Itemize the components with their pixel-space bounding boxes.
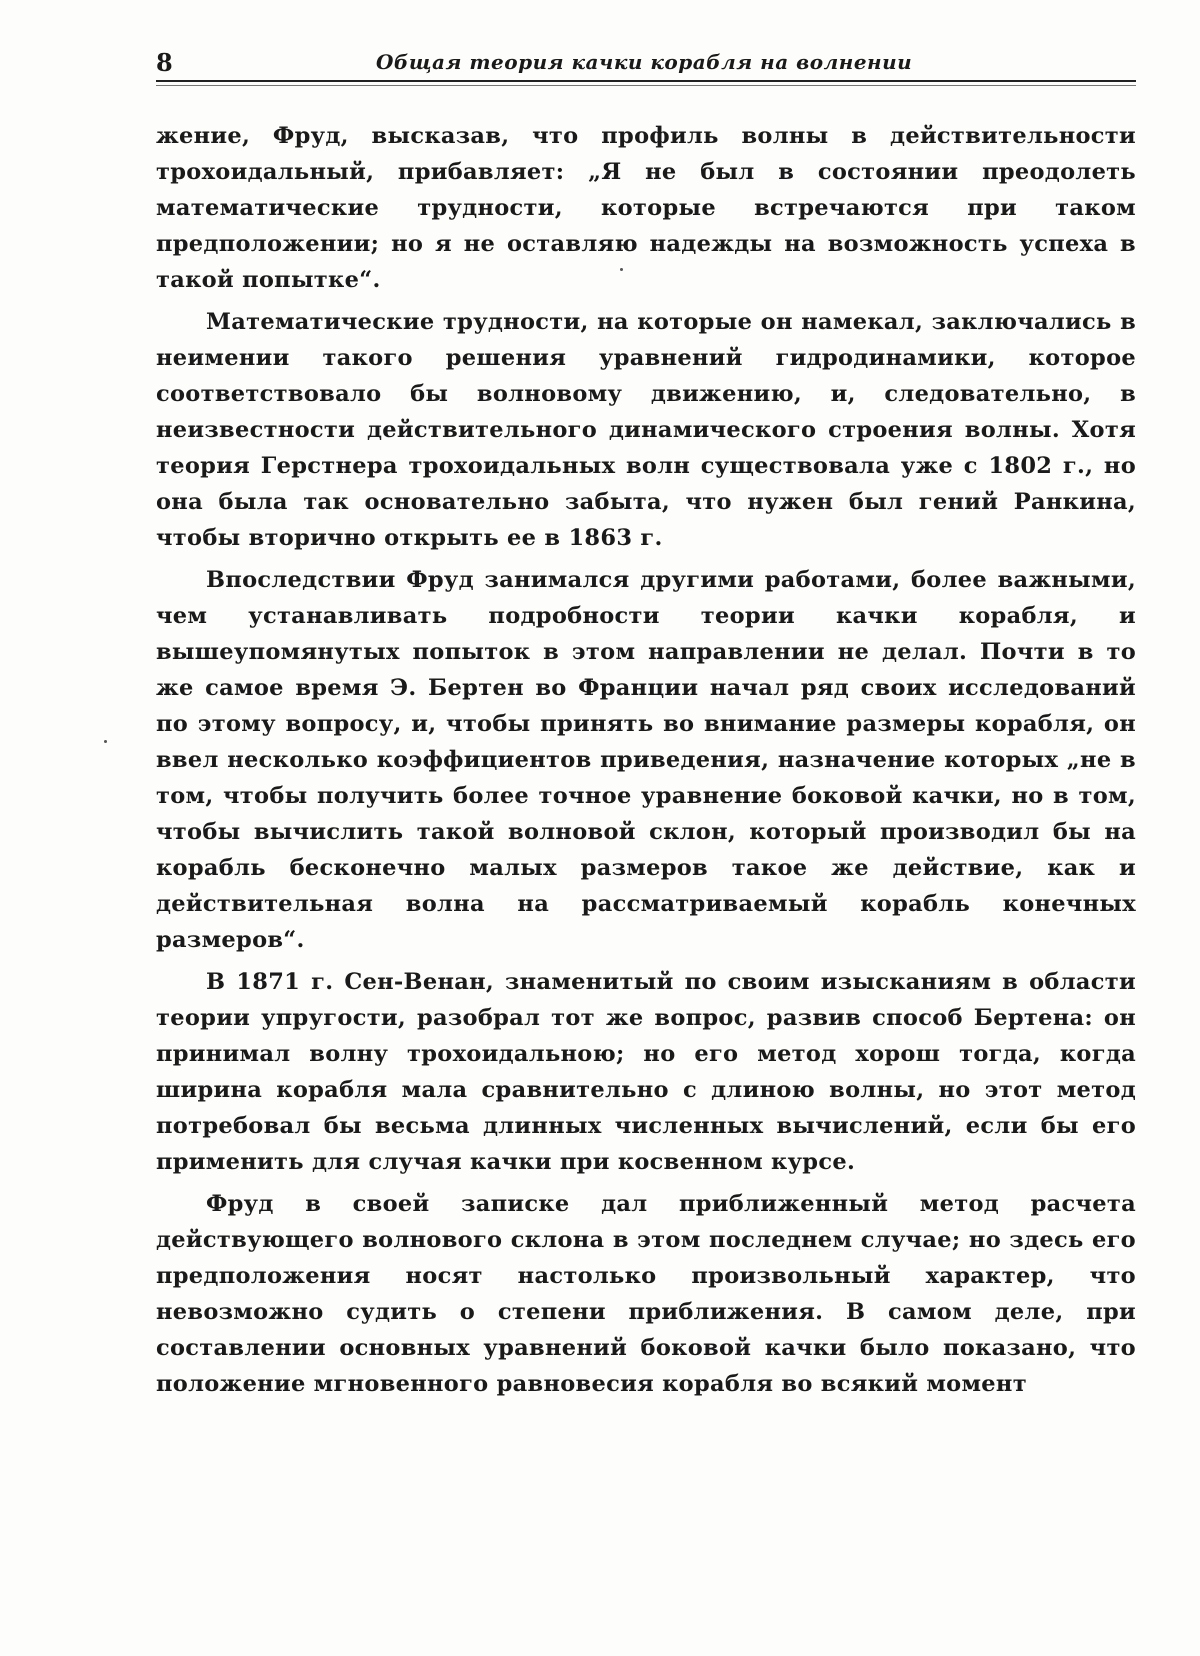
body-text	[156, 118, 1136, 1408]
paragraph: Фруд в своей записке дал приближенный метод расчета действующего волнового склона в этом последнем случае; но здесь его предположения носят настолько произвольный характер, что невозможно судить о степени приближения. В самом деле, при составлении основных уравнений боковой качки было показано, что положение мгновенного равновесия корабля во всякий момент	[156, 1191, 1136, 1397]
paragraph: В 1871 г. Сен-Венан, знаменитый по своим изысканиям в области теории упругости, разобрал тот же вопрос, развив способ Бертена: он принимал волну трохоидальною; но его метод хорош тогда, когда ширина корабля мала сравнительно с длиною волны, но этот метод потребовал бы весьма длинных численных вычислений, если бы его применить для случая качки при косвенном курсе.	[156, 969, 1136, 1175]
scan-speck	[104, 740, 107, 743]
running-header	[156, 48, 1136, 82]
header-rule-secondary	[156, 85, 1136, 86]
header-rule	[156, 80, 1136, 82]
paragraph: Впоследствии Фруд занимался другими работами, более важными, чем устанавливать подробности теории качки корабля, и вышеупомянутых попыток в этом направлении не делал. Почти в то же самое время Э. Бертен во Франции начал ряд своих исследований по этому вопросу, и, чтобы принять во внимание размеры корабля, он ввел несколько коэффициентов приведения, назначение которых „не в том, чтобы получить более точное уравнение боковой качки, но в том, чтобы вычислить такой волновой склон, который производил бы на корабль бесконечно малых размеров такое же действие, как и действительная волна на рассматриваемый корабль конечных размеров“.	[156, 567, 1136, 953]
paragraph: Математические трудности, на которые он намекал, заключались в неимении такого решения уравнений гидродинамики, которое соответствовало бы волновому движению, и, следовательно, в неизвестности действительного динамического строения волны. Хотя теория Герстнера трохоидальных волн существовала уже с 1802 г., но она была так основательно забыта, что нужен был гений Ранкина, чтобы вторично открыть ее в 1863 г.	[156, 309, 1136, 551]
running-title: Общая теория качки корабля на волнении	[376, 50, 913, 74]
page-number: 8	[156, 48, 173, 77]
paragraph-continuation: жение, Фруд, высказав, что профиль волны в действительности трохоидальный, прибавляет: „Я не был в состоянии преодолеть математические трудности, которые встречаются при таком предположении; но я не оставляю надежды на возможность успеха в такой попытке“.	[156, 123, 1136, 293]
scan-speck	[620, 268, 623, 271]
